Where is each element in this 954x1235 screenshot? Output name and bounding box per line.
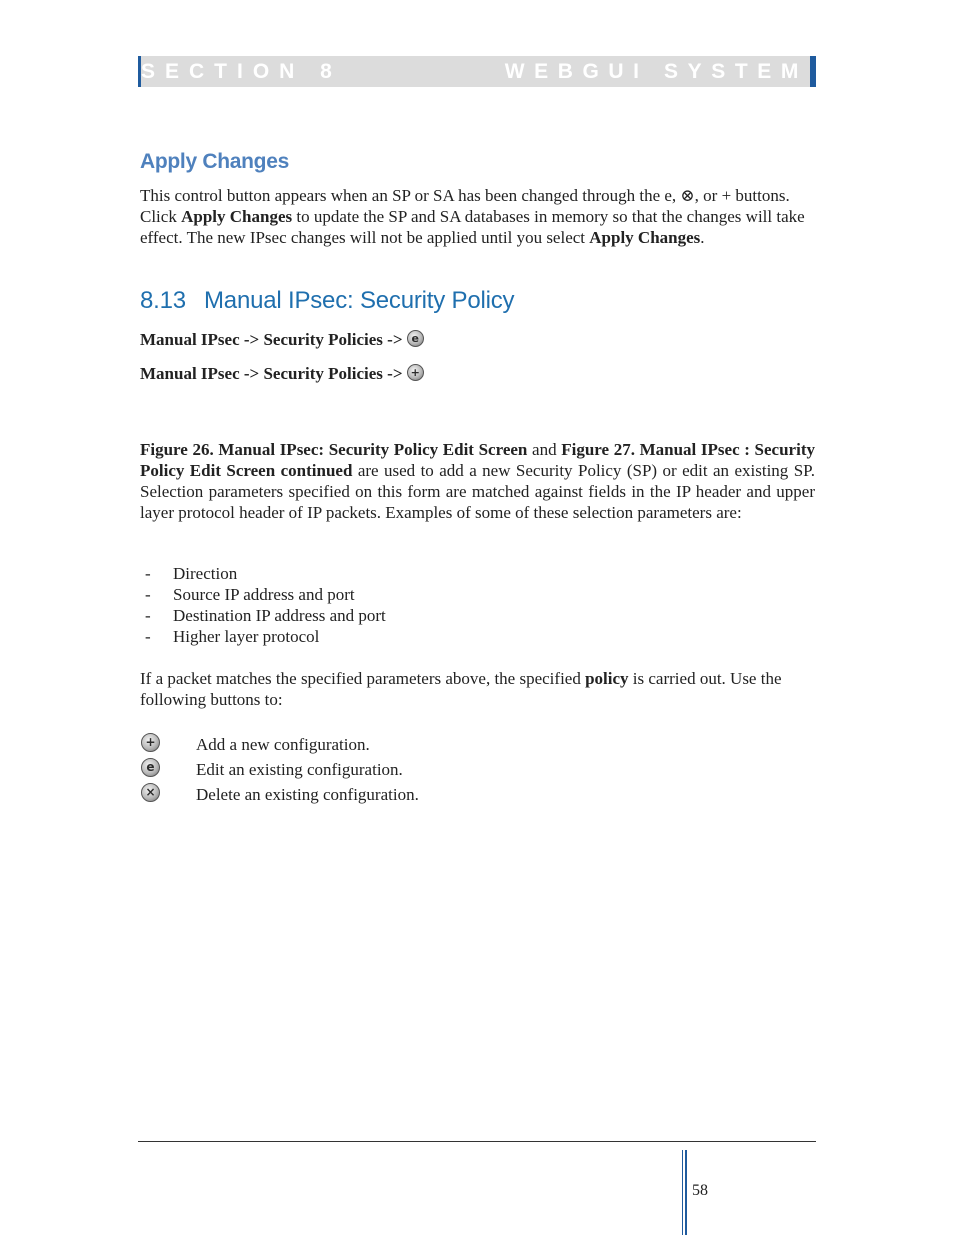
list-item-text: Source IP address and port bbox=[173, 585, 355, 604]
section-label: SECTION 8 bbox=[141, 60, 342, 83]
text: . bbox=[700, 228, 705, 247]
section-header bbox=[138, 56, 816, 87]
nav-path-text: Manual IPsec -> Security Policies -> bbox=[140, 364, 407, 383]
policy-paragraph bbox=[140, 668, 815, 710]
nav-path-add bbox=[140, 364, 424, 384]
text: is carried out. Use the following buttons to: bbox=[140, 669, 782, 709]
delete-icon bbox=[141, 783, 160, 802]
nav-path-text: Manual IPsec -> Security Policies -> bbox=[140, 330, 407, 349]
section-number: 8.13 bbox=[140, 287, 186, 314]
section-title bbox=[140, 287, 514, 315]
figure-ref: Figure 27. Manual IPsec : Security Policy Edit Screen continued bbox=[140, 440, 815, 480]
text: are used to add a new Security Policy (SP) or edit an existing SP. Selection parameters specified on this form are matched against fields in the IP header and upper layer protocol header of IP packets. Examples of some of these selection parameters are: bbox=[140, 461, 815, 522]
dash: - bbox=[145, 627, 151, 646]
list-item-text: Higher layer protocol bbox=[173, 627, 320, 646]
list-item bbox=[140, 626, 386, 647]
edit-icon bbox=[407, 330, 424, 347]
bold-term: Apply Changes bbox=[181, 207, 293, 226]
list-item bbox=[140, 584, 386, 605]
dash: - bbox=[145, 606, 151, 625]
text: and bbox=[527, 440, 562, 459]
nav-path-edit bbox=[140, 330, 424, 350]
section-title-text: Manual IPsec: Security Policy bbox=[204, 287, 515, 314]
page-number: 58 bbox=[692, 1182, 708, 1199]
apply-changes-paragraph bbox=[140, 185, 815, 248]
apply-changes-heading: Apply Changes bbox=[140, 150, 289, 173]
text: to update the SP and SA databases in memory so that the changes will take effect. The new IPsec changes will not be applied until you select bbox=[140, 207, 805, 247]
list-item-text: Direction bbox=[173, 564, 238, 583]
parameter-list bbox=[140, 563, 386, 647]
edit-icon bbox=[141, 758, 160, 777]
page-bar bbox=[685, 1150, 687, 1235]
footer-rule bbox=[138, 1141, 816, 1142]
legend-label: Delete an existing configuration. bbox=[196, 785, 419, 804]
list-item-text: Destination IP address and port bbox=[173, 606, 386, 625]
bold-term: policy bbox=[585, 669, 629, 688]
text: If a packet matches the specified parameters above, the specified bbox=[140, 669, 586, 688]
bold-term: Apply Changes bbox=[589, 228, 701, 247]
figure-paragraph bbox=[140, 439, 815, 523]
header-right-rule bbox=[810, 56, 816, 87]
add-icon bbox=[141, 733, 160, 752]
add-icon bbox=[407, 364, 424, 381]
dash: - bbox=[145, 585, 151, 604]
legend-label: Edit an existing configuration. bbox=[196, 760, 403, 779]
figure-ref: Figure 26. Manual IPsec: Security Policy Edit Screen bbox=[140, 440, 528, 459]
list-item bbox=[140, 563, 386, 584]
dash: - bbox=[145, 564, 151, 583]
list-item bbox=[140, 605, 386, 626]
legend-label: Add a new configuration. bbox=[196, 735, 370, 754]
page-bar bbox=[682, 1150, 683, 1235]
chapter-title: WEBGUI SYSTEM bbox=[504, 60, 808, 83]
text: This control button appears when an SP or SA has been changed through the e, ⊗, or + buttons. Click bbox=[140, 186, 790, 226]
